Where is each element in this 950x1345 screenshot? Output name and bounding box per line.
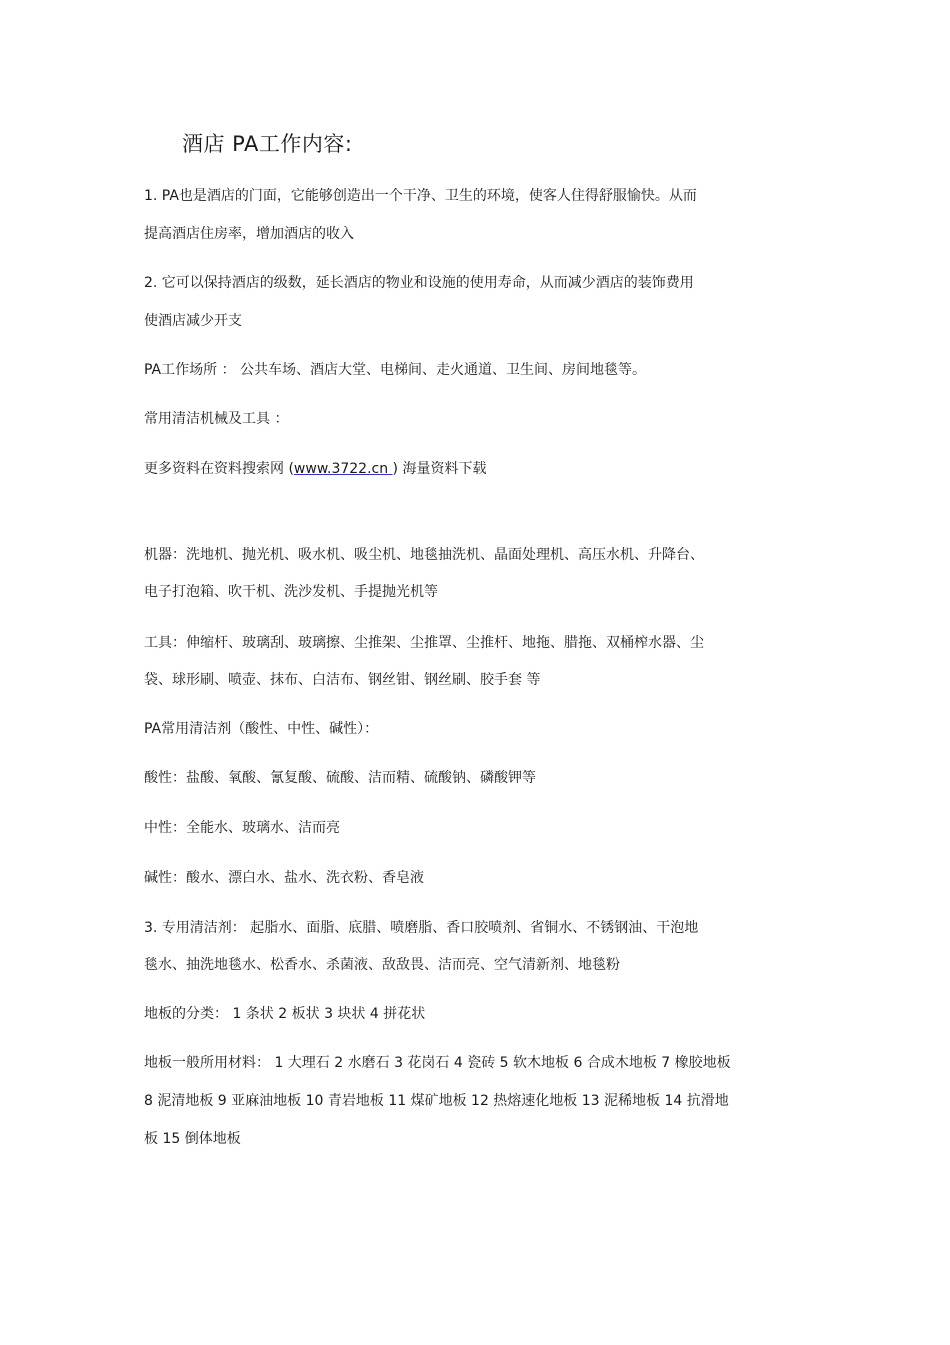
resource-link[interactable]: www.3722.cn (293, 461, 393, 477)
text-line: 3. 专用清洁剂： 起脂水、面脂、底腊、喷磨脂、香口胶喷剂、省铜水、不锈钢油、干泡地 (144, 920, 699, 936)
text-line: 板 15 倒体地板 (144, 1131, 241, 1147)
text-line: 袋、球形刷、喷壶、抹布、白洁布、钢丝钳、钢丝刷、胶手套 等 (144, 672, 541, 688)
text-line: 中性：全能水、玻璃水、洁而亮 (144, 820, 340, 836)
text-line: PA常用清洁剂（酸性、中性、碱性）： (144, 721, 379, 737)
text-line: 工具：伸缩杆、玻璃刮、玻璃擦、尘推架、尘推罩、尘推杆、地拖、腊拖、双桶榨水器、尘 (144, 635, 704, 651)
text-line: 机器：洗地机、抛光机、吸水机、吸尘机、地毯抽洗机、晶面处理机、高压水机、升降台、 (144, 547, 704, 563)
text-line: 常用清洁机械及工具 ： (144, 411, 289, 427)
text-line: 提高酒店住房率，增加酒店的收入 (144, 226, 354, 242)
resource-line (144, 459, 486, 479)
text-line: 碱性：酸水、漂白水、盐水、洗衣粉、香皂液 (144, 870, 424, 886)
text-line: 地板一般所用材料： 1 大理石 2 水磨石 3 花岗石 4 瓷砖 5 软木地板 6 合成木地板 7 橡胶地板 (144, 1055, 731, 1071)
text-line: 2. 它可以保持酒店的级数，延长酒店的物业和设施的使用寿命，从而减少酒店的装饰费用 (144, 275, 694, 291)
page-title: 酒店 PA工作内容: (182, 132, 353, 156)
resource-prefix: 更多资料在资料搜索网 ( (144, 461, 294, 477)
text-line: 使酒店减少开支 (144, 313, 242, 329)
text-line: 1. PA也是酒店的门面，它能够创造出一个干净、卫生的环境，使客人住得舒服愉快。从而 (144, 188, 697, 204)
text-line: PA工作场所 ： 公共车场、酒店大堂、电梯间、走火通道、卫生间、房间地毯等。 (144, 362, 647, 378)
text-line: 8 泥清地板 9 亚麻油地板 10 青岩地板 11 煤矿地板 12 热熔速化地板 13 泥稀地板 14 抗滑地 (144, 1093, 729, 1109)
text-line: 酸性：盐酸、氧酸、氰复酸、硫酸、洁而精、硫酸钠、磷酸钾等 (144, 770, 536, 786)
text-line: 电子打泡箱、吹干机、洗沙发机、手提抛光机等 (144, 584, 438, 600)
resource-suffix: ) 海量资料下载 (392, 461, 487, 477)
text-line: 毯水、抽洗地毯水、松香水、杀菌液、敌敌畏、洁而亮、空气清新剂、地毯粉 (144, 957, 620, 973)
text-line: 地板的分类： 1 条状 2 板状 3 块状 4 拼花状 (144, 1006, 426, 1022)
